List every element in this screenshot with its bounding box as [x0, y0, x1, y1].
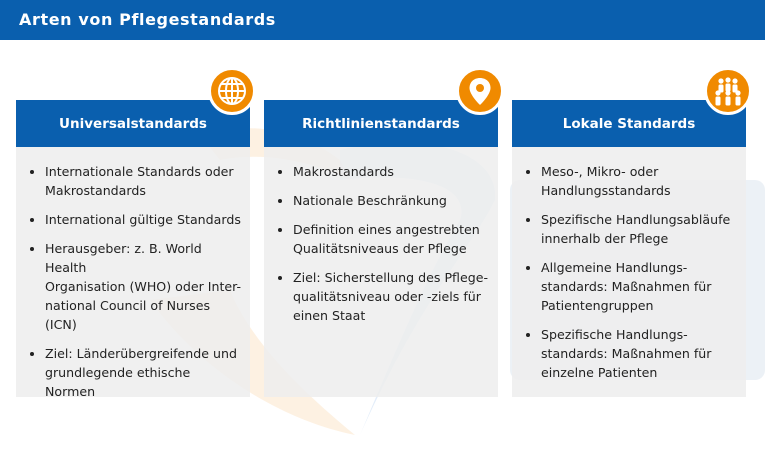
card-richtlinienstandards [264, 100, 498, 397]
list-item: • International gültige Standards [45, 210, 242, 229]
list-item: • Ziel: Sicherstellung des Pflege- qualitätsniveau oder -ziels für einen Staat [293, 268, 488, 325]
card-lokale-standards [512, 100, 746, 397]
group-people-icon [704, 67, 752, 115]
list-item: • Spezifische Handlungs- standards: Maßnahmen für einzelne Patienten [541, 325, 730, 382]
location-pin-icon [456, 67, 504, 115]
page-title: Arten von Pflegestandards [19, 10, 276, 29]
globe-icon [208, 67, 256, 115]
list-item: • Internationale Standards oder Makrostandards [45, 162, 242, 200]
header-bar [0, 0, 765, 40]
list-item: • Allgemeine Handlungs- standards: Maßnahmen für Patientengruppen [541, 258, 730, 315]
card-title: Universalstandards [16, 100, 250, 147]
list-item: • Makrostandards [293, 162, 488, 181]
card-list [512, 162, 738, 392]
list-item: • Herausgeber: z. B. World Health Organisation (WHO) oder Inter- national Council of Nurses (ICN) [45, 239, 242, 334]
list-item: • Nationale Beschränkung [293, 191, 488, 210]
card-list [264, 162, 496, 335]
list-item: • Definition eines angestrebten Qualitätsniveaus der Pflege [293, 220, 488, 258]
card-title: Richtlinienstandards [264, 100, 498, 147]
list-item: • Spezifische Handlungsabläufe innerhalb der Pflege [541, 210, 730, 248]
card-list [16, 162, 250, 411]
list-item: • Ziel: Länderübergreifende und grundlegende ethische Normen [45, 344, 242, 401]
card-title: Lokale Standards [512, 100, 746, 147]
card-universalstandards [16, 100, 250, 397]
list-item: • Meso-, Mikro- oder Handlungsstandards [541, 162, 730, 200]
